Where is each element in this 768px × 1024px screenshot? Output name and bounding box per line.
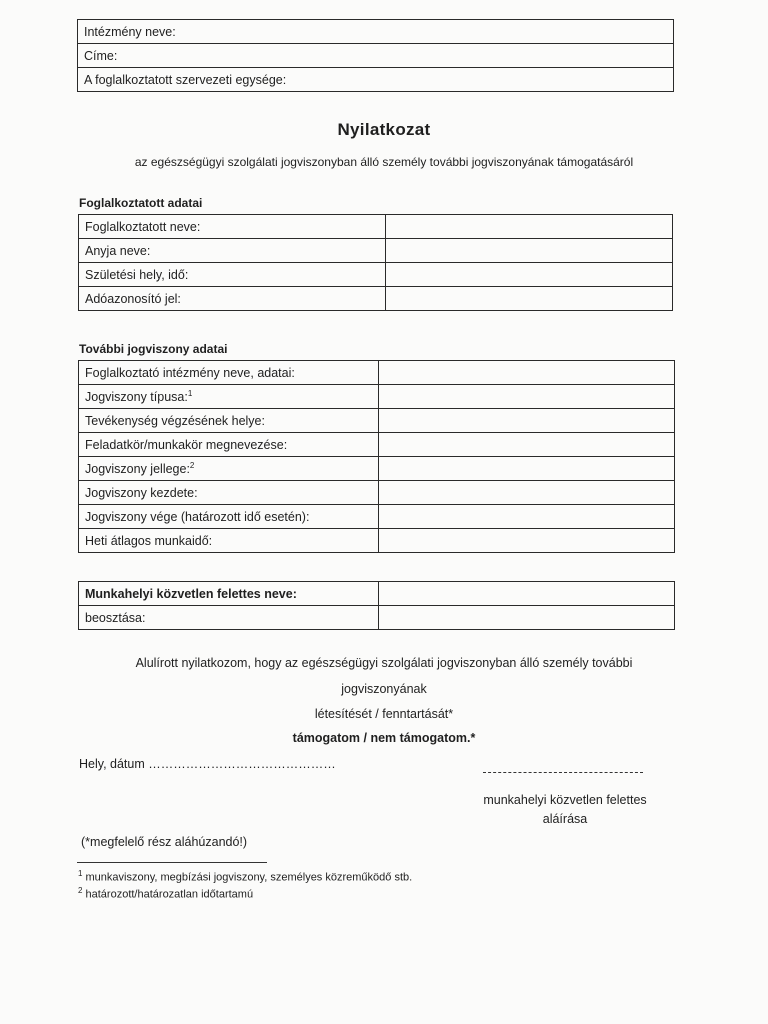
employer-label: Foglalkoztató intézmény neve, adatai: (79, 361, 379, 385)
underline-note: (*megfelelő rész aláhúzandó!) (81, 835, 248, 849)
supervisor-position-input[interactable] (379, 606, 675, 630)
relationship-type-label: Jogviszony típusa:$^1$ (79, 385, 379, 409)
job-title-label: Feladatkör/munkakör megnevezése: (79, 433, 379, 457)
birth-place-date-label: Születési hely, idő: (79, 263, 386, 287)
employee-name-input[interactable] (386, 215, 673, 239)
declaration-text: jogviszonyának (341, 682, 427, 696)
relationship-nature-label: Jogviszony jellege:$^2$ (79, 457, 379, 481)
employer-input[interactable] (379, 361, 675, 385)
employee-name-label: Foglalkoztatott neve: (79, 215, 386, 239)
signature-line[interactable] (483, 772, 643, 773)
employee-section-heading: Foglalkoztatott adatai (79, 196, 203, 210)
institution-table (77, 19, 674, 92)
footnote-mark: 1 (187, 388, 193, 398)
start-date-input[interactable] (379, 481, 675, 505)
page-title: Nyilatkozat (337, 120, 431, 139)
institution-address-field[interactable]: Címe: (78, 44, 674, 68)
job-title-input[interactable] (379, 433, 675, 457)
employee-table (78, 214, 673, 311)
signature-caption: aláírása (542, 812, 588, 826)
relationship-type-input[interactable] (379, 385, 675, 409)
footnote: $^2$ határozott/határozatlan időtartamú (78, 886, 254, 901)
footnote: $^1$ munkaviszony, megbízási jogviszony, személyes közreműködő stb. (78, 869, 413, 884)
supervisor-table (78, 581, 675, 630)
activity-place-input[interactable] (379, 409, 675, 433)
footnote-divider (77, 862, 267, 863)
birth-place-date-input[interactable] (386, 263, 673, 287)
supervisor-name-input[interactable] (379, 582, 675, 606)
page-subtitle: az egészségügyi szolgálati jogviszonyban álló személy további jogviszonyának támogatásáról (134, 155, 634, 169)
end-date-input[interactable] (379, 505, 675, 529)
supervisor-position-label: beosztása: (79, 606, 379, 630)
end-date-label: Jogviszony vége (határozott idő esetén): (79, 505, 379, 529)
declaration-option-establish-maintain: létesítését / fenntartását* (314, 707, 454, 721)
relationship-section-heading: További jogviszony adatai (79, 342, 228, 356)
activity-place-label: Tevékenység végzésének helye: (79, 409, 379, 433)
tax-id-input[interactable] (386, 287, 673, 311)
start-date-label: Jogviszony kezdete: (79, 481, 379, 505)
institution-name-field[interactable]: Intézmény neve: (78, 20, 674, 44)
footnote-mark: 2 (189, 460, 195, 470)
organizational-unit-field[interactable]: A foglalkoztatott szervezeti egysége: (78, 68, 674, 92)
declaration-text: Alulírott nyilatkozom, hogy az egészségügyi szolgálati jogviszonyban álló személy további (135, 656, 633, 670)
weekly-hours-input[interactable] (379, 529, 675, 553)
weekly-hours-label: Heti átlagos munkaidő: (79, 529, 379, 553)
relationship-table (78, 360, 675, 553)
supervisor-name-label: Munkahelyi közvetlen felettes neve: (79, 582, 379, 606)
tax-id-label: Adóazonosító jel: (79, 287, 386, 311)
mother-name-label: Anyja neve: (79, 239, 386, 263)
signature-caption: munkahelyi közvetlen felettes (483, 793, 647, 807)
mother-name-input[interactable] (386, 239, 673, 263)
declaration-option-support: támogatom / nem támogatom.* (292, 731, 476, 745)
place-date-field[interactable]: Hely, dátum ……………………………………… (79, 757, 336, 771)
relationship-nature-input[interactable] (379, 457, 675, 481)
